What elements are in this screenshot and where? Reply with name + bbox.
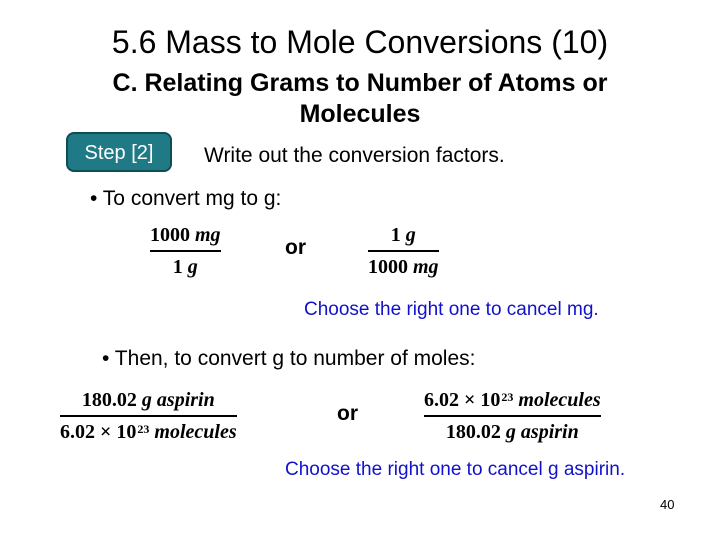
conversion-factor-g-per-mg [368,222,439,280]
fraction-numerator: 1 g [390,224,416,246]
conversion-factor-molecules-per-g [424,387,601,445]
page-number: 40 [660,497,675,512]
subtitle-line-2: Molecules [299,100,421,128]
hint-cancel-g-aspirin: Choose the right one to cancel g aspirin. [285,459,626,480]
or-label-1: or [285,236,306,259]
fraction-bar [424,415,601,417]
subtitle-line-1: C. Relating Grams to Number of Atoms or [112,69,608,97]
fraction-denominator: 1 g [172,256,198,278]
fraction-numerator: 1000 mg [150,224,221,246]
conversion-factor-g-per-molecules [60,387,237,445]
hint-cancel-mg: Choose the right one to cancel mg. [304,299,599,320]
fraction-bar [150,250,221,252]
conversion-factor-mg-per-g [150,222,221,280]
fraction-numerator: 180.02 g aspirin [81,389,215,411]
bullet-convert-mg-to-g: • To convert mg to g: [90,187,282,210]
fraction-numerator: $6.02 \times 10^{23}$ molecules [424,389,601,411]
or-label-2: or [337,402,358,425]
step-instruction: Write out the conversion factors. [204,144,505,167]
fraction-bar [368,250,439,252]
fraction-bar [60,415,237,417]
fraction-denominator: 1000 mg [368,256,439,278]
slide-title: 5.6 Mass to Mole Conversions (10) [111,24,609,60]
fraction-denominator: 180.02 g aspirin [445,421,579,443]
bullet-convert-g-to-moles: • Then, to convert g to number of moles: [102,347,476,370]
slide-subtitle [0,68,720,130]
step-badge: Step [2] [66,132,172,172]
fraction-denominator: $6.02 \times 10^{23}$ molecules [60,421,237,443]
